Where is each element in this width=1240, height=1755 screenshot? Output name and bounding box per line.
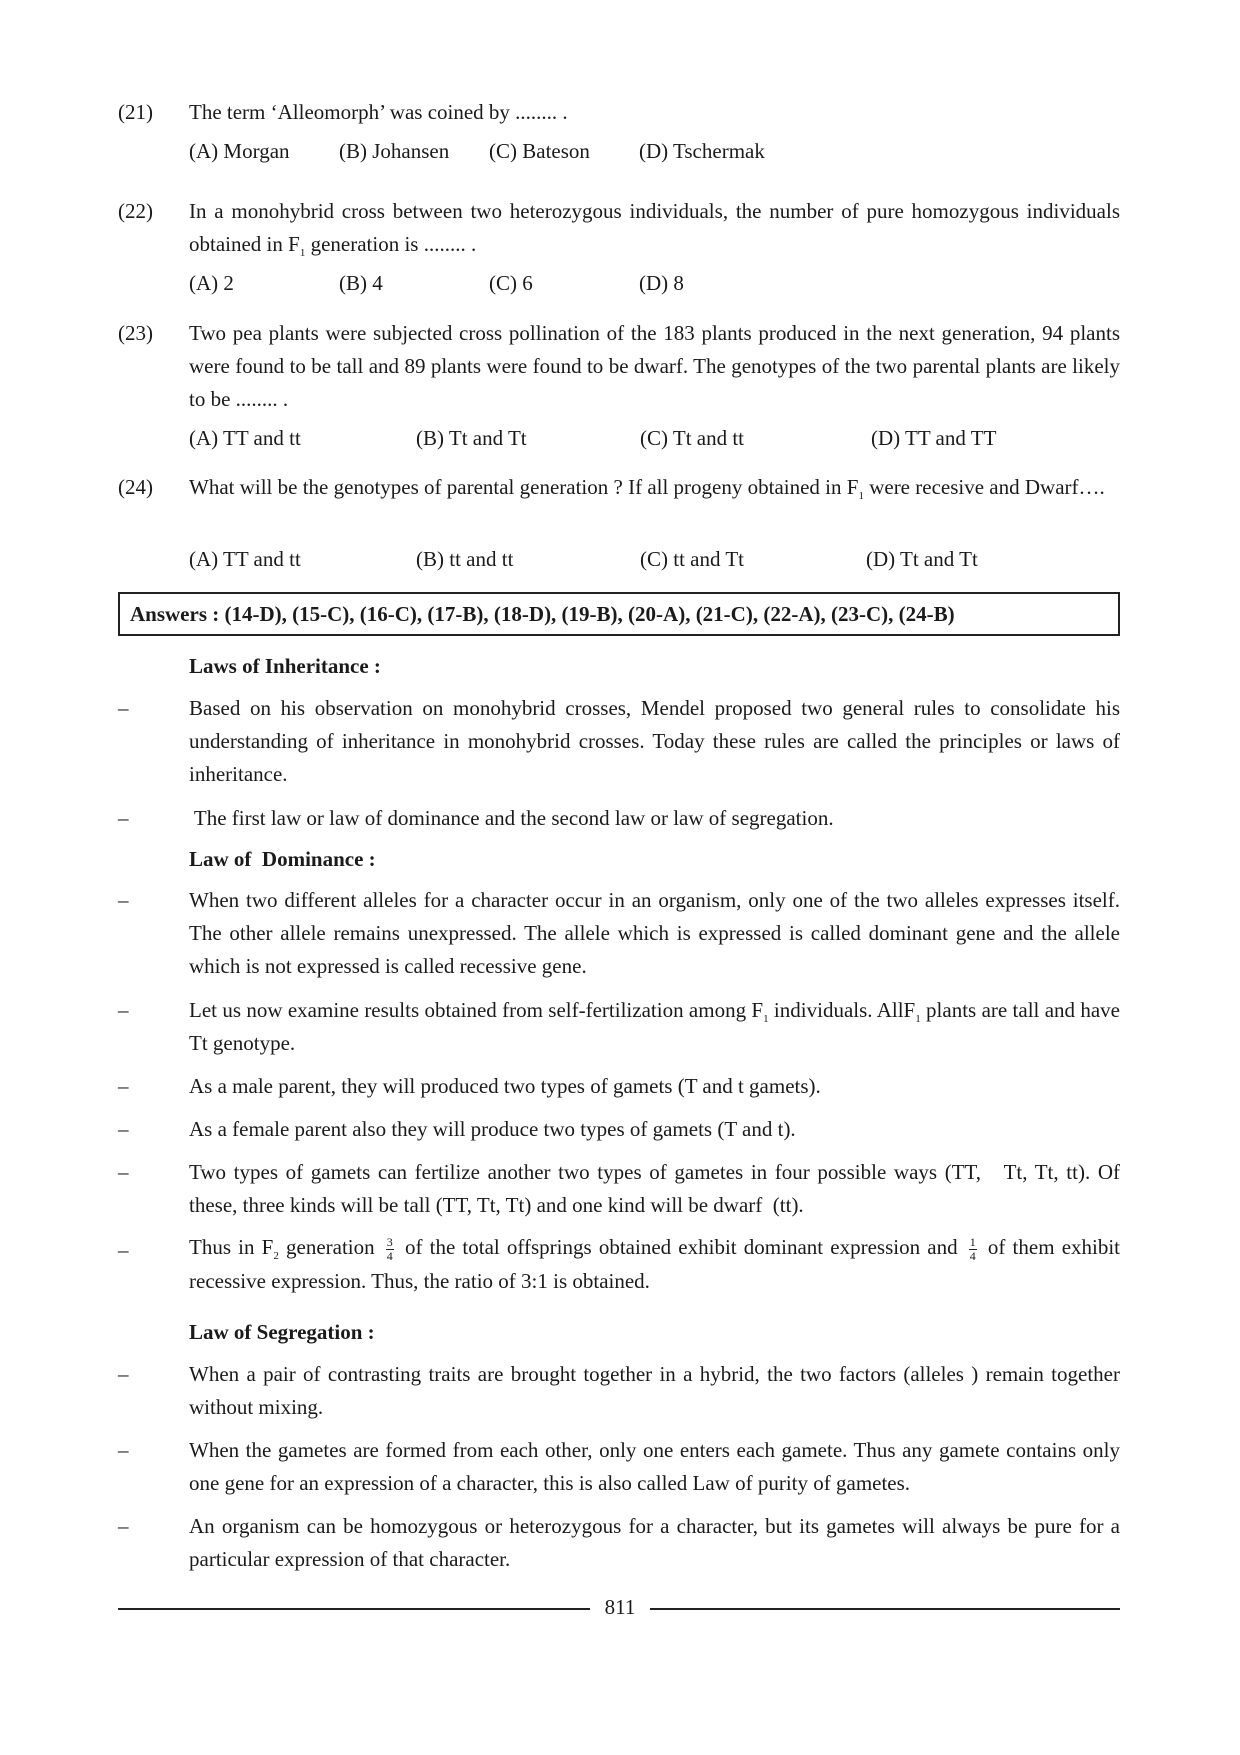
text-part: generation is ........ . — [305, 232, 477, 256]
bullet-text: Based on his observation on monohybrid crosses, Mendel proposed two general rules to consolidate his understanding of inheritance in monohybrid crosses. Today these rules are called the principles or laws of inheritance. — [189, 696, 1120, 786]
text-part: were recesive and Dwarf…. — [863, 475, 1105, 499]
bullet-dash: – — [118, 806, 129, 830]
bullet-dash: – — [118, 1074, 129, 1098]
option-d: (D) 8 — [639, 271, 684, 295]
bullet-item — [118, 692, 1120, 792]
option-c: (C) tt and Tt — [640, 547, 745, 571]
bullet-dash: – — [118, 888, 129, 912]
fraction-numerator: 3 — [386, 1234, 393, 1249]
option-d: (D) TT and TT — [871, 426, 997, 450]
options-row — [189, 422, 1120, 455]
subscript: 2 — [273, 1250, 279, 1262]
bullet-text: An organism can be homozygous or heterozygous for a character, but its gametes will always be pure for a particular expression of that character. — [189, 1514, 1120, 1571]
text-part: generation — [278, 1235, 382, 1259]
subscript: 1 — [915, 1013, 921, 1025]
question-number: (23) — [118, 321, 153, 345]
answers-box: Answers : (14-D), (15-C), (16-C), (17-B), (18-D), (19-B), (20-A), (21-C), (22-A), (23-C), (24-B) — [118, 592, 1120, 636]
bullet-dash: – — [118, 1362, 129, 1386]
law-of-segregation-heading: Law of Segregation : — [189, 1320, 375, 1344]
option-a: (A) 2 — [189, 271, 234, 295]
question-text: Two pea plants were subjected cross pollination of the 183 plants produced in the next generation, 94 plants were found to be tall and 89 plants were found to be dwarf. The genotypes of the two parental plants are likely to be ........ . — [189, 321, 1120, 411]
option-b: (B) Johansen — [339, 139, 450, 163]
bullet-item — [118, 884, 1120, 984]
bullet-item — [118, 1156, 1131, 1222]
question-21 — [118, 96, 1120, 176]
bullet-item — [118, 1358, 1120, 1424]
fraction-three-quarters — [386, 1236, 394, 1263]
text-part: In a monohybrid cross between two heterozygous individuals, the number of pure homozygous individuals obtained in F — [189, 199, 1120, 256]
subscript: 1 — [763, 1013, 769, 1025]
bullet-text: The first law or law of dominance and the second law or law of segregation. — [189, 806, 834, 830]
bullet-text: When a pair of contrasting traits are brought together in a hybrid, the two factors (alleles ) remain together without mixing. — [189, 1362, 1120, 1419]
text-part: Thus in F — [189, 1235, 274, 1259]
bullet-item — [118, 1510, 1120, 1576]
text-part: individuals. AllF — [768, 998, 916, 1022]
bullet-item — [118, 1070, 1120, 1103]
bullet-dash: – — [118, 1514, 129, 1538]
bullet-text: When the gametes are formed from each other, only one enters each gamete. Thus any gamete contains only one gene for an expression of a character, this is also called Law of purity of gametes. — [189, 1438, 1120, 1495]
bullet-text — [189, 1230, 1120, 1298]
option-a: (A) TT and tt — [189, 426, 301, 450]
footer-rule-left — [118, 1608, 590, 1610]
bullet-dash: – — [118, 998, 129, 1022]
question-number: (21) — [118, 100, 153, 124]
bullet-dash: – — [118, 1160, 129, 1184]
option-a: (A) TT and tt — [189, 547, 301, 571]
bullet-item — [118, 802, 1120, 835]
question-number: (22) — [118, 199, 153, 223]
options-row — [189, 267, 1120, 300]
bullet-text: When two different alleles for a character occur in an organism, only one of the two alleles expresses itself. The other allele remains unexpressed. The allele which is expressed is called dominant gene and the allele which is not expressed is called recessive gene. — [189, 888, 1120, 978]
text-part: What will be the genotypes of parental generation ? If all progeny obtained in F — [189, 475, 859, 499]
option-d: (D) Tt and Tt — [866, 547, 978, 571]
bullet-text: Two types of gamets can fertilize another two types of gametes in four possible ways (TT, Tt, Tt, tt). Of these, three kinds will be tall (TT, Tt, Tt) and one kind will be dwarf (tt). — [189, 1160, 1131, 1217]
bullet-item — [118, 1434, 1120, 1500]
bullet-dash: – — [118, 1438, 129, 1462]
laws-of-inheritance-heading: Laws of Inheritance : — [189, 654, 381, 678]
bullet-dash: – — [118, 1117, 129, 1141]
bullet-item — [118, 1113, 1120, 1146]
question-24 — [118, 471, 1120, 581]
law-of-dominance-heading: Law of Dominance : — [189, 847, 376, 871]
subscript: 1 — [858, 490, 864, 502]
option-c: (C) Bateson — [489, 139, 590, 163]
footer-rule-right — [650, 1608, 1120, 1610]
bullet-dash: – — [118, 696, 129, 720]
text-part: Let us now examine results obtained from self-fertilization among F — [189, 998, 764, 1022]
question-number: (24) — [118, 475, 153, 499]
options-row — [189, 543, 1120, 576]
option-a: (A) Morgan — [189, 139, 290, 163]
bullet-text: As a male parent, they will produced two types of gamets (T and t gamets). — [189, 1074, 821, 1098]
question-23 — [118, 317, 1120, 457]
options-row — [189, 135, 1120, 168]
question-22 — [118, 195, 1120, 305]
option-c: (C) 6 — [489, 271, 533, 295]
fraction-one-quarter — [969, 1236, 977, 1263]
text-part: of the total offsprings obtained exhibit dominant expression and — [397, 1235, 965, 1259]
subscript: 1 — [299, 247, 306, 259]
bullet-item — [118, 1230, 1120, 1300]
bullet-text — [189, 994, 1120, 1060]
text-part: of them exhibit recessive expression. Thus, the ratio of 3:1 is obtained. — [189, 1235, 1121, 1293]
question-text — [189, 195, 1120, 261]
option-d: (D) Tschermak — [639, 139, 765, 163]
option-b: (B) Tt and Tt — [416, 426, 527, 450]
fraction-denominator: 4 — [386, 1248, 393, 1263]
bullet-item — [118, 994, 1120, 1060]
question-text: The term ‘Alleomorph’ was coined by ........ . — [189, 100, 568, 124]
text-part: plants are tall and have Tt genotype. — [189, 998, 1121, 1055]
fraction-numerator: 1 — [969, 1234, 976, 1249]
bullet-dash: – — [118, 1238, 129, 1262]
option-b: (B) tt and tt — [416, 547, 514, 571]
page-number: 811 — [604, 1595, 636, 1619]
option-b: (B) 4 — [339, 271, 383, 295]
fraction-denominator: 4 — [969, 1248, 976, 1263]
option-c: (C) Tt and tt — [640, 426, 745, 450]
bullet-text: As a female parent also they will produce two types of gamets (T and t). — [189, 1117, 796, 1141]
question-text — [189, 471, 1120, 504]
